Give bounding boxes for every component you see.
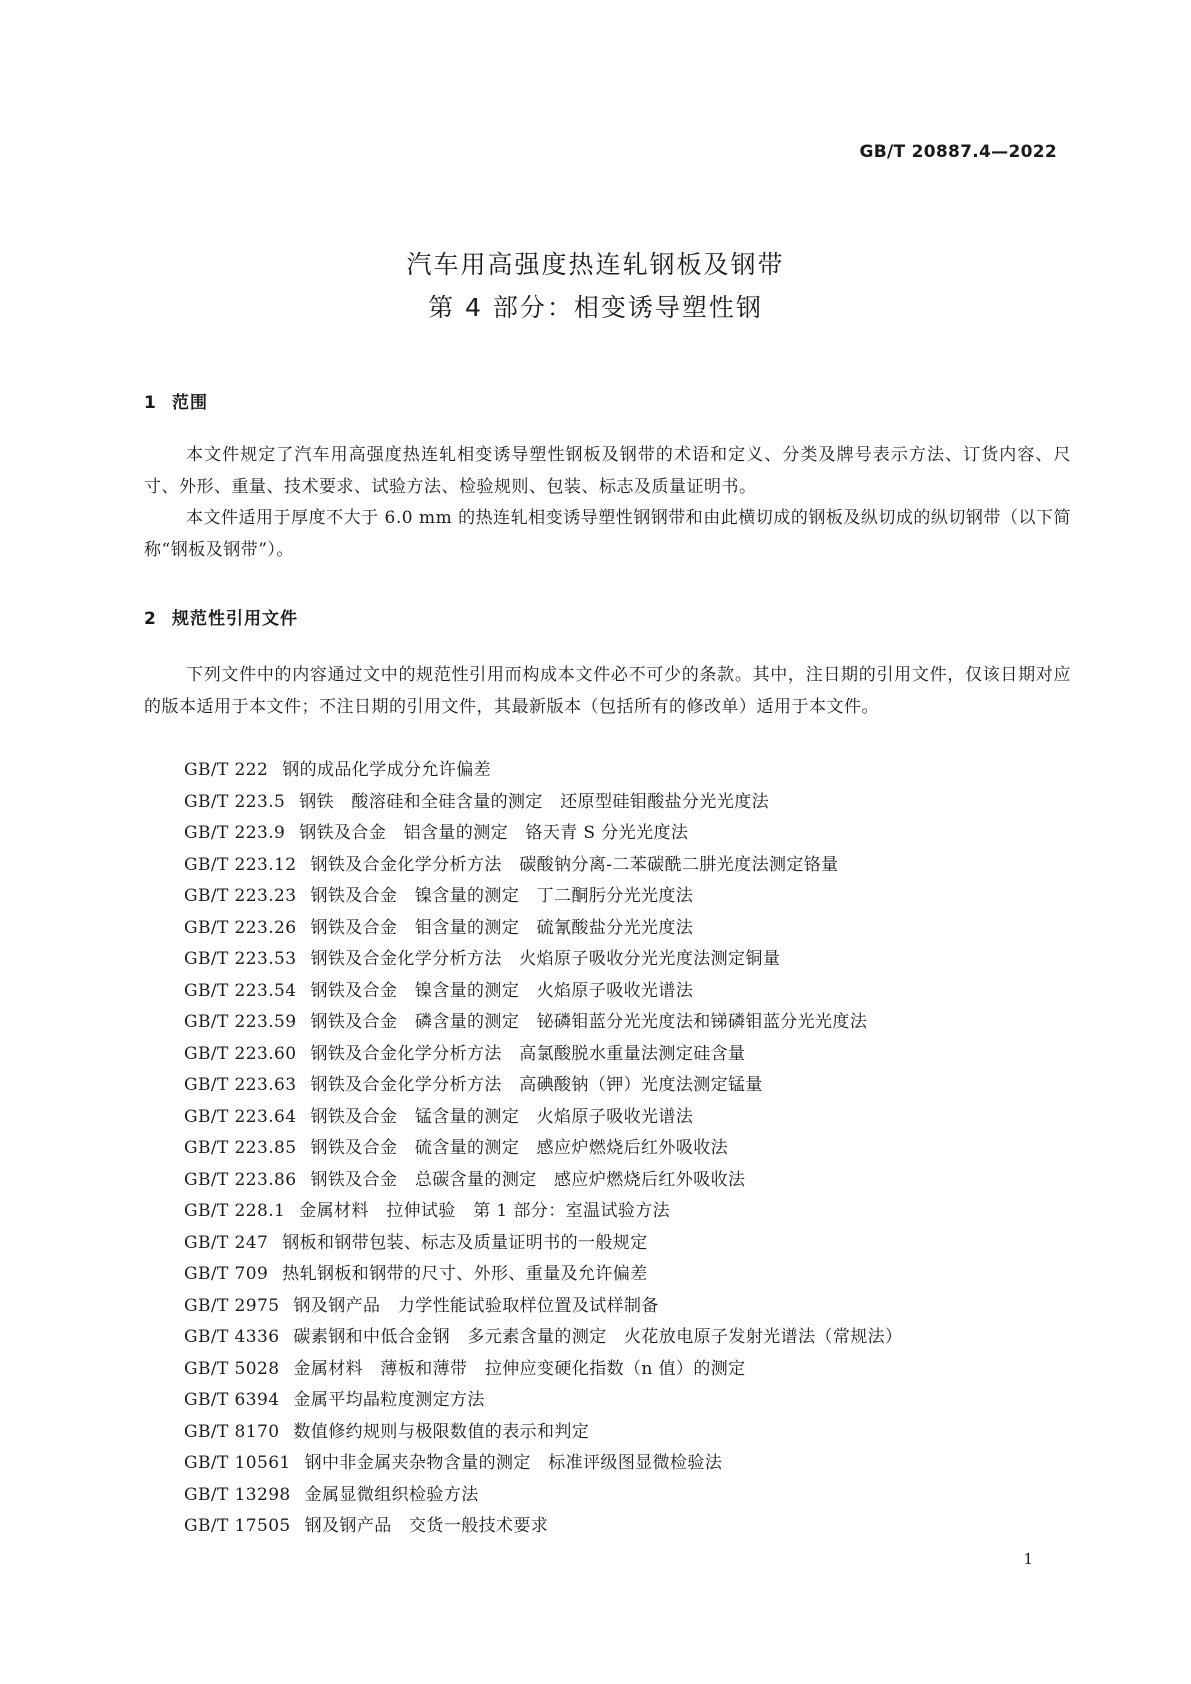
document-title-line2: 第 4 部分：相变诱导塑性钢: [428, 293, 763, 322]
reference-code: GB/T 223.60: [184, 1043, 297, 1064]
reference-title: 金属材料 薄板和薄带 拉伸应变硬化指数（n 值）的测定: [293, 1358, 746, 1379]
section2-intro: 下列文件中的内容通过文中的规范性引用而构成本文件必不可少的条款。其中，注日期的引用文件，仅该日期对应的版本适用于本文件；不注日期的引用文件，其最新版本（包括所有的修改单）适用于本文件。: [144, 665, 1071, 717]
reference-title: 钢铁及合金化学分析方法 火焰原子吸收分光光度法测定铜量: [310, 949, 781, 969]
reference-title: 钢铁及合金化学分析方法 高碘酸钠（钾）光度法测定锰量: [310, 1075, 763, 1095]
reference-code: GB/T 8170: [184, 1421, 280, 1442]
reference-code: GB/T 222: [184, 760, 269, 780]
reference-code: GB/T 6394: [184, 1390, 280, 1410]
reference-item: [184, 1102, 902, 1134]
reference-code: GB/T 228.1: [184, 1201, 286, 1221]
reference-code: GB/T 223.86: [184, 1169, 297, 1190]
reference-title: 热轧钢板和钢带的尺寸、外形、重量及允许偏差: [282, 1264, 648, 1284]
reference-code: GB/T 247: [184, 1232, 269, 1253]
reference-code: GB/T 17505: [184, 1516, 291, 1536]
reference-code: GB/T 10561: [184, 1453, 291, 1473]
reference-item: [184, 881, 902, 913]
reference-item: [184, 1039, 902, 1071]
reference-title: 钢铁及合金 磷含量的测定 铋磷钼蓝分光光度法和锑磷钼蓝分光光度法: [310, 1012, 868, 1032]
reference-item: [184, 944, 902, 976]
reference-code: GB/T 223.54: [184, 980, 297, 1001]
reference-item: [184, 1480, 902, 1512]
reference-item: [184, 1448, 902, 1480]
reference-code: GB/T 223.5: [184, 791, 286, 812]
section1-title: 范围: [172, 393, 208, 413]
section1-number: 1: [144, 393, 157, 413]
reference-title: 钢铁及合金 镍含量的测定 火焰原子吸收光谱法: [310, 980, 694, 1001]
reference-title: 钢铁 酸溶硅和全硅含量的测定 还原型硅钼酸盐分光光度法: [299, 791, 770, 812]
reference-title: 金属平均晶粒度测定方法: [293, 1390, 485, 1410]
section1-paragraph-1: 本文件规定了汽车用高强度热连轧相变诱导塑性钢板及钢带的术语和定义、分类及牌号表示方法、订货内容、尺寸、外形、重量、技术要求、试验方法、检验规则、包装、标志及质量证明书。: [144, 445, 1071, 497]
reference-code: GB/T 223.59: [184, 1012, 297, 1032]
reference-item: [184, 1196, 902, 1228]
reference-title: 钢的成品化学成分允许偏差: [282, 760, 492, 780]
reference-item: [184, 755, 902, 787]
reference-code: GB/T 223.63: [184, 1075, 297, 1095]
reference-title: 碳素钢和中低合金钢 多元素含量的测定 火花放电原子发射光谱法（常规法）: [293, 1327, 903, 1347]
reference-code: GB/T 223.85: [184, 1138, 297, 1158]
reference-item: [184, 976, 902, 1008]
reference-code: GB/T 223.64: [184, 1106, 297, 1127]
section1-paragraph-2: 本文件适用于厚度不大于 6.0 mm 的热连轧相变诱导塑性钢钢带和由此横切成的钢板及纵切成的纵切钢带（以下简称“钢板及钢带”）。: [144, 508, 1071, 560]
section1-heading: [144, 388, 208, 413]
reference-code: GB/T 5028: [184, 1358, 280, 1379]
reference-title: 金属材料 拉伸试验 第 1 部分：室温试验方法: [299, 1201, 671, 1221]
reference-code: GB/T 4336: [184, 1327, 280, 1347]
reference-item: [184, 818, 902, 850]
reference-title: 钢铁及合金 镍含量的测定 丁二酮肟分光光度法: [310, 886, 694, 906]
reference-item: [184, 1007, 902, 1039]
reference-title: 钢铁及合金 钼含量的测定 硫氰酸盐分光光度法: [310, 917, 694, 938]
reference-code: GB/T 223.53: [184, 949, 297, 969]
reference-title: 钢铁及合金化学分析方法 高氯酸脱水重量法测定硅含量: [310, 1043, 746, 1064]
reference-code: GB/T 709: [184, 1264, 269, 1284]
reference-title: 钢铁及合金化学分析方法 碳酸钠分离-二苯碳酰二肼光度法测定铬量: [310, 854, 839, 875]
reference-item: [184, 787, 902, 819]
reference-code: GB/T 2975: [184, 1295, 280, 1316]
reference-code: GB/T 223.12: [184, 854, 297, 875]
document-title-line1: 汽车用高强度热连轧钢板及钢带: [406, 250, 785, 279]
reference-item: [184, 850, 902, 882]
reference-title: 钢铁及合金 铝含量的测定 铬天青 S 分光光度法: [299, 823, 689, 843]
reference-item: [184, 1165, 902, 1197]
reference-item: [184, 1259, 902, 1291]
reference-code: GB/T 13298: [184, 1484, 291, 1505]
section2-title: 规范性引用文件: [172, 609, 298, 629]
section2-heading: [144, 604, 298, 629]
page-number: 1: [1023, 1550, 1033, 1568]
reference-code: GB/T 223.9: [184, 823, 286, 843]
reference-item: [184, 1385, 902, 1417]
reference-item: [184, 1291, 902, 1323]
reference-title: 数值修约规则与极限数值的表示和判定: [293, 1421, 590, 1442]
reference-code: GB/T 223.26: [184, 917, 297, 938]
reference-item: [184, 1070, 902, 1102]
reference-title: 金属显微组织检验方法: [304, 1484, 479, 1505]
reference-item: [184, 1511, 902, 1543]
reference-title: 钢及钢产品 交货一般技术要求: [304, 1516, 549, 1536]
reference-item: [184, 913, 902, 945]
reference-code: GB/T 223.23: [184, 886, 297, 906]
section2-number: 2: [144, 609, 157, 629]
reference-item: [184, 1322, 902, 1354]
reference-title: 钢铁及合金 锰含量的测定 火焰原子吸收光谱法: [310, 1106, 694, 1127]
reference-title: 钢中非金属夹杂物含量的测定 标准评级图显微检验法: [304, 1453, 723, 1473]
reference-title: 钢及钢产品 力学性能试验取样位置及试样制备: [293, 1295, 659, 1316]
reference-title: 钢铁及合金 硫含量的测定 感应炉燃烧后红外吸收法: [310, 1138, 729, 1158]
reference-list: [184, 755, 902, 1543]
reference-title: 钢板和钢带包装、标志及质量证明书的一般规定: [282, 1232, 648, 1253]
reference-item: [184, 1228, 902, 1260]
reference-item: [184, 1417, 902, 1449]
standard-code: GB/T 20887.4—2022: [859, 142, 1057, 162]
reference-title: 钢铁及合金 总碳含量的测定 感应炉燃烧后红外吸收法: [310, 1169, 746, 1190]
reference-item: [184, 1354, 902, 1386]
reference-item: [184, 1133, 902, 1165]
